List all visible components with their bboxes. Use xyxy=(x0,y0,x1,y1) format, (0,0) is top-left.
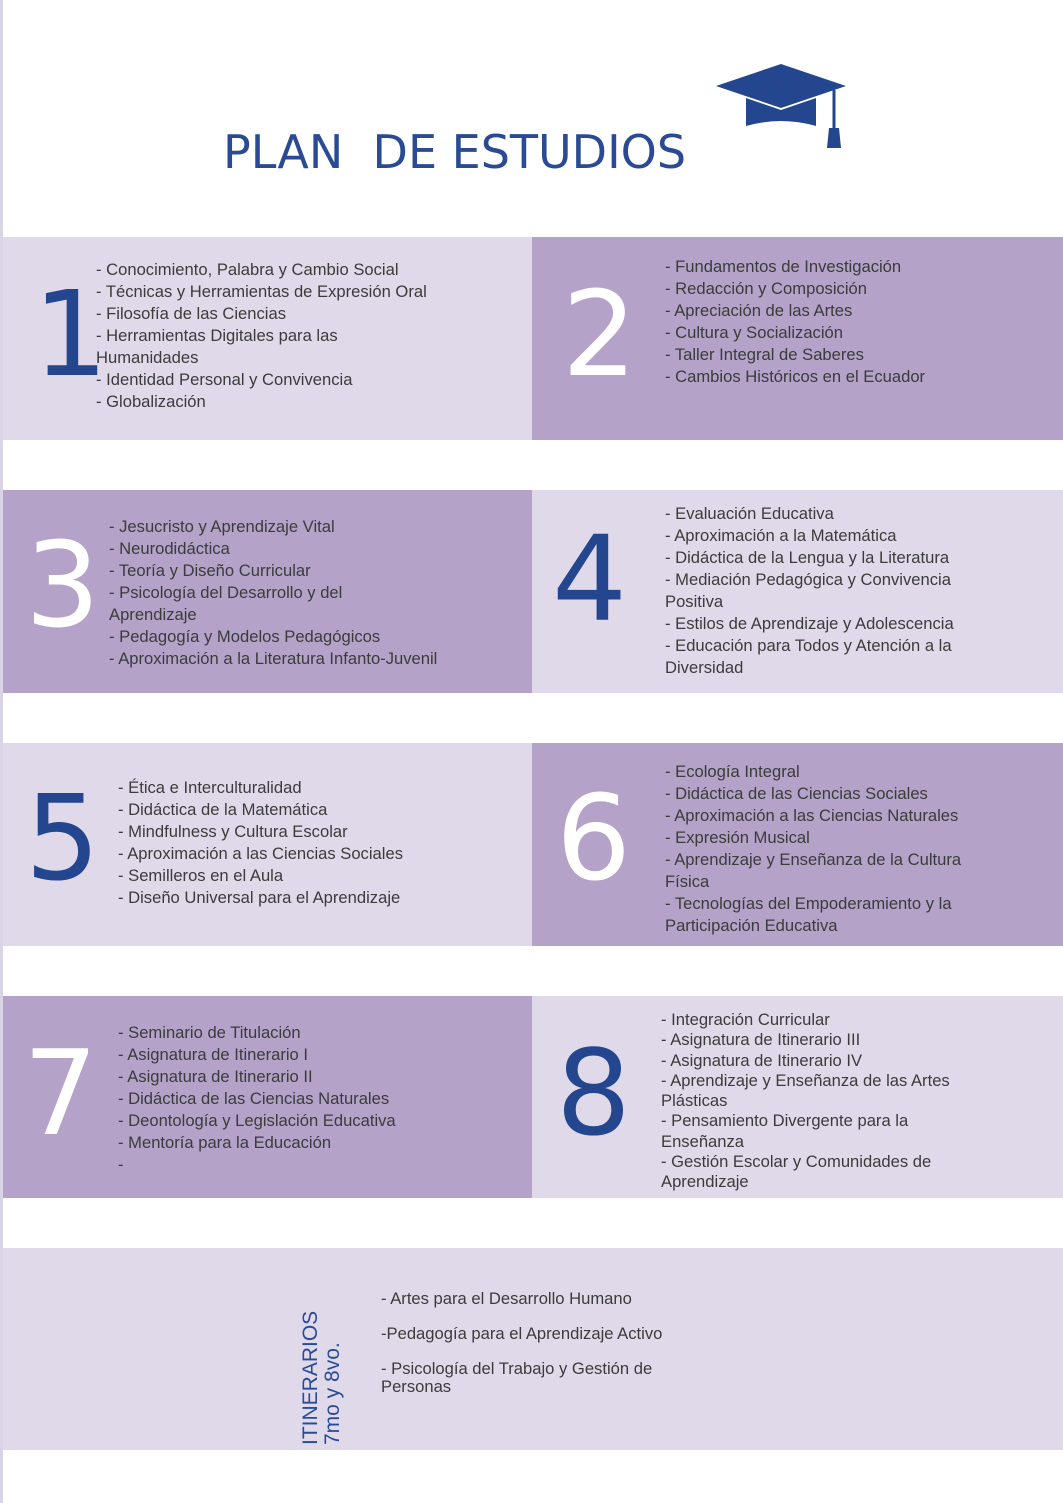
course-item: - Aproximación a la Matemática xyxy=(665,526,897,545)
course-item: - xyxy=(118,1155,124,1174)
course-item: - Redacción y Composición xyxy=(665,279,867,298)
course-item: - Pensamiento Divergente para la Enseñanza xyxy=(661,1111,909,1151)
course-item: - Mediación Pedagógica y Convivencia Positiva xyxy=(665,570,951,611)
course-list xyxy=(109,516,509,670)
course-item: - Didáctica de la Lengua y la Literatura xyxy=(665,548,950,567)
course-item: - Semilleros en el Aula xyxy=(118,866,284,885)
semester-block-4 xyxy=(532,490,1063,693)
course-item: - Seminario de Titulación xyxy=(118,1023,301,1042)
course-item: - Ética e Interculturalidad xyxy=(118,778,302,797)
course-list xyxy=(665,761,995,937)
course-item: - Asignatura de Itinerario III xyxy=(661,1030,861,1050)
semester-number: 3 xyxy=(25,516,101,654)
course-item: - Jesucristo y Aprendizaje Vital xyxy=(109,517,335,536)
course-item: - Evaluación Educativa xyxy=(665,504,834,523)
itinerarios-label-line2: 7mo y 8vo. xyxy=(321,1342,344,1445)
semester-number: 6 xyxy=(556,769,632,907)
course-item: - Deontología y Legislación Educativa xyxy=(118,1111,396,1130)
semester-number: 8 xyxy=(556,1024,632,1162)
itinerarios-label xyxy=(292,1305,372,1445)
semester-block-3 xyxy=(3,490,532,693)
course-item: - Cultura y Socialización xyxy=(665,323,843,342)
course-item: - Mentoría para la Educación xyxy=(118,1133,332,1152)
course-item: - Expresión Musical xyxy=(665,828,810,847)
semester-number: 1 xyxy=(33,265,109,403)
course-list xyxy=(665,503,985,679)
semester-block-7 xyxy=(3,996,532,1198)
course-item: - Fundamentos de Investigación xyxy=(665,257,902,276)
semester-block-6 xyxy=(532,743,1063,946)
course-item: - Taller Integral de Saberes xyxy=(665,345,864,364)
course-item: - Técnicas y Herramientas de Expresión Oral xyxy=(96,282,427,301)
semester-number: 7 xyxy=(23,1024,99,1162)
course-item: - Psicología del Desarrollo y del Aprendizaje xyxy=(109,583,343,624)
course-item: - Globalización xyxy=(96,392,206,411)
itinerario-item: -Pedagogía para el Aprendizaje Activo xyxy=(381,1324,663,1343)
course-item: - Tecnologías del Empoderamiento y la Participación Educativa xyxy=(665,894,952,935)
course-item: - Pedagogía y Modelos Pedagógicos xyxy=(109,627,381,646)
itinerarios-list xyxy=(381,1290,691,1413)
course-item: - Apreciación de las Artes xyxy=(665,301,853,320)
itinerario-item: - Psicología del Trabajo y Gestión de Personas xyxy=(381,1359,653,1396)
course-item: - Aproximación a la Literatura Infanto-Juvenil xyxy=(109,649,438,668)
course-list xyxy=(118,1022,518,1176)
semester-number: 2 xyxy=(562,265,638,403)
semester-number: 5 xyxy=(25,769,101,907)
course-item: - Diseño Universal para el Aprendizaje xyxy=(118,888,401,907)
semester-block-8 xyxy=(532,996,1063,1198)
course-item: - Asignatura de Itinerario II xyxy=(118,1067,313,1086)
course-list xyxy=(118,777,518,909)
page-title: PLAN DE ESTUDIOS xyxy=(223,125,687,179)
course-item: - Didáctica de la Matemática xyxy=(118,800,328,819)
course-item: - Gestión Escolar y Comunidades de Aprendizaje xyxy=(661,1152,932,1192)
course-item: - Aproximación a las Ciencias Sociales xyxy=(118,844,403,863)
course-item: - Filosofía de las Ciencias xyxy=(96,304,286,323)
semester-block-2 xyxy=(532,237,1063,440)
course-item: - Educación para Todos y Atención a la Diversidad xyxy=(665,636,952,677)
course-item: - Aprendizaje y Enseñanza de las Artes Plásticas xyxy=(661,1070,950,1111)
course-item: - Neurodidáctica xyxy=(109,539,230,558)
semester-block-1 xyxy=(3,237,532,440)
semester-block-5 xyxy=(3,743,532,946)
course-item: - Cambios Históricos en el Ecuador xyxy=(665,367,926,386)
course-item: - Conocimiento, Palabra y Cambio Social xyxy=(96,260,399,279)
course-item: - Ecología Integral xyxy=(665,762,800,781)
course-item: - Asignatura de Itinerario IV xyxy=(661,1050,863,1070)
course-item: - Identidad Personal y Convivencia xyxy=(96,370,353,389)
course-item: - Asignatura de Itinerario I xyxy=(118,1045,309,1064)
course-item: - Didáctica de las Ciencias Naturales xyxy=(118,1089,390,1108)
course-item: - Integración Curricular xyxy=(661,1010,830,1029)
course-list xyxy=(96,259,496,413)
course-item: - Teoría y Diseño Curricular xyxy=(109,561,311,580)
course-item: - Herramientas Digitales para las Humanidades xyxy=(96,326,338,367)
course-item: - Didáctica de las Ciencias Sociales xyxy=(665,784,928,803)
itinerarios-label-line1: ITINERARIOS xyxy=(299,1310,322,1445)
course-item: - Estilos de Aprendizaje y Adolescencia xyxy=(665,614,954,633)
semester-number: 4 xyxy=(552,510,628,648)
itinerario-item: - Artes para el Desarrollo Humano xyxy=(381,1289,632,1308)
course-item: - Aprendizaje y Enseñanza de la Cultura Física xyxy=(665,850,962,891)
course-item: - Mindfulness y Cultura Escolar xyxy=(118,822,348,841)
course-item: - Aproximación a las Ciencias Naturales xyxy=(665,806,959,825)
course-list xyxy=(665,256,1045,388)
graduation-cap-icon xyxy=(714,60,848,152)
course-list xyxy=(661,1010,981,1193)
